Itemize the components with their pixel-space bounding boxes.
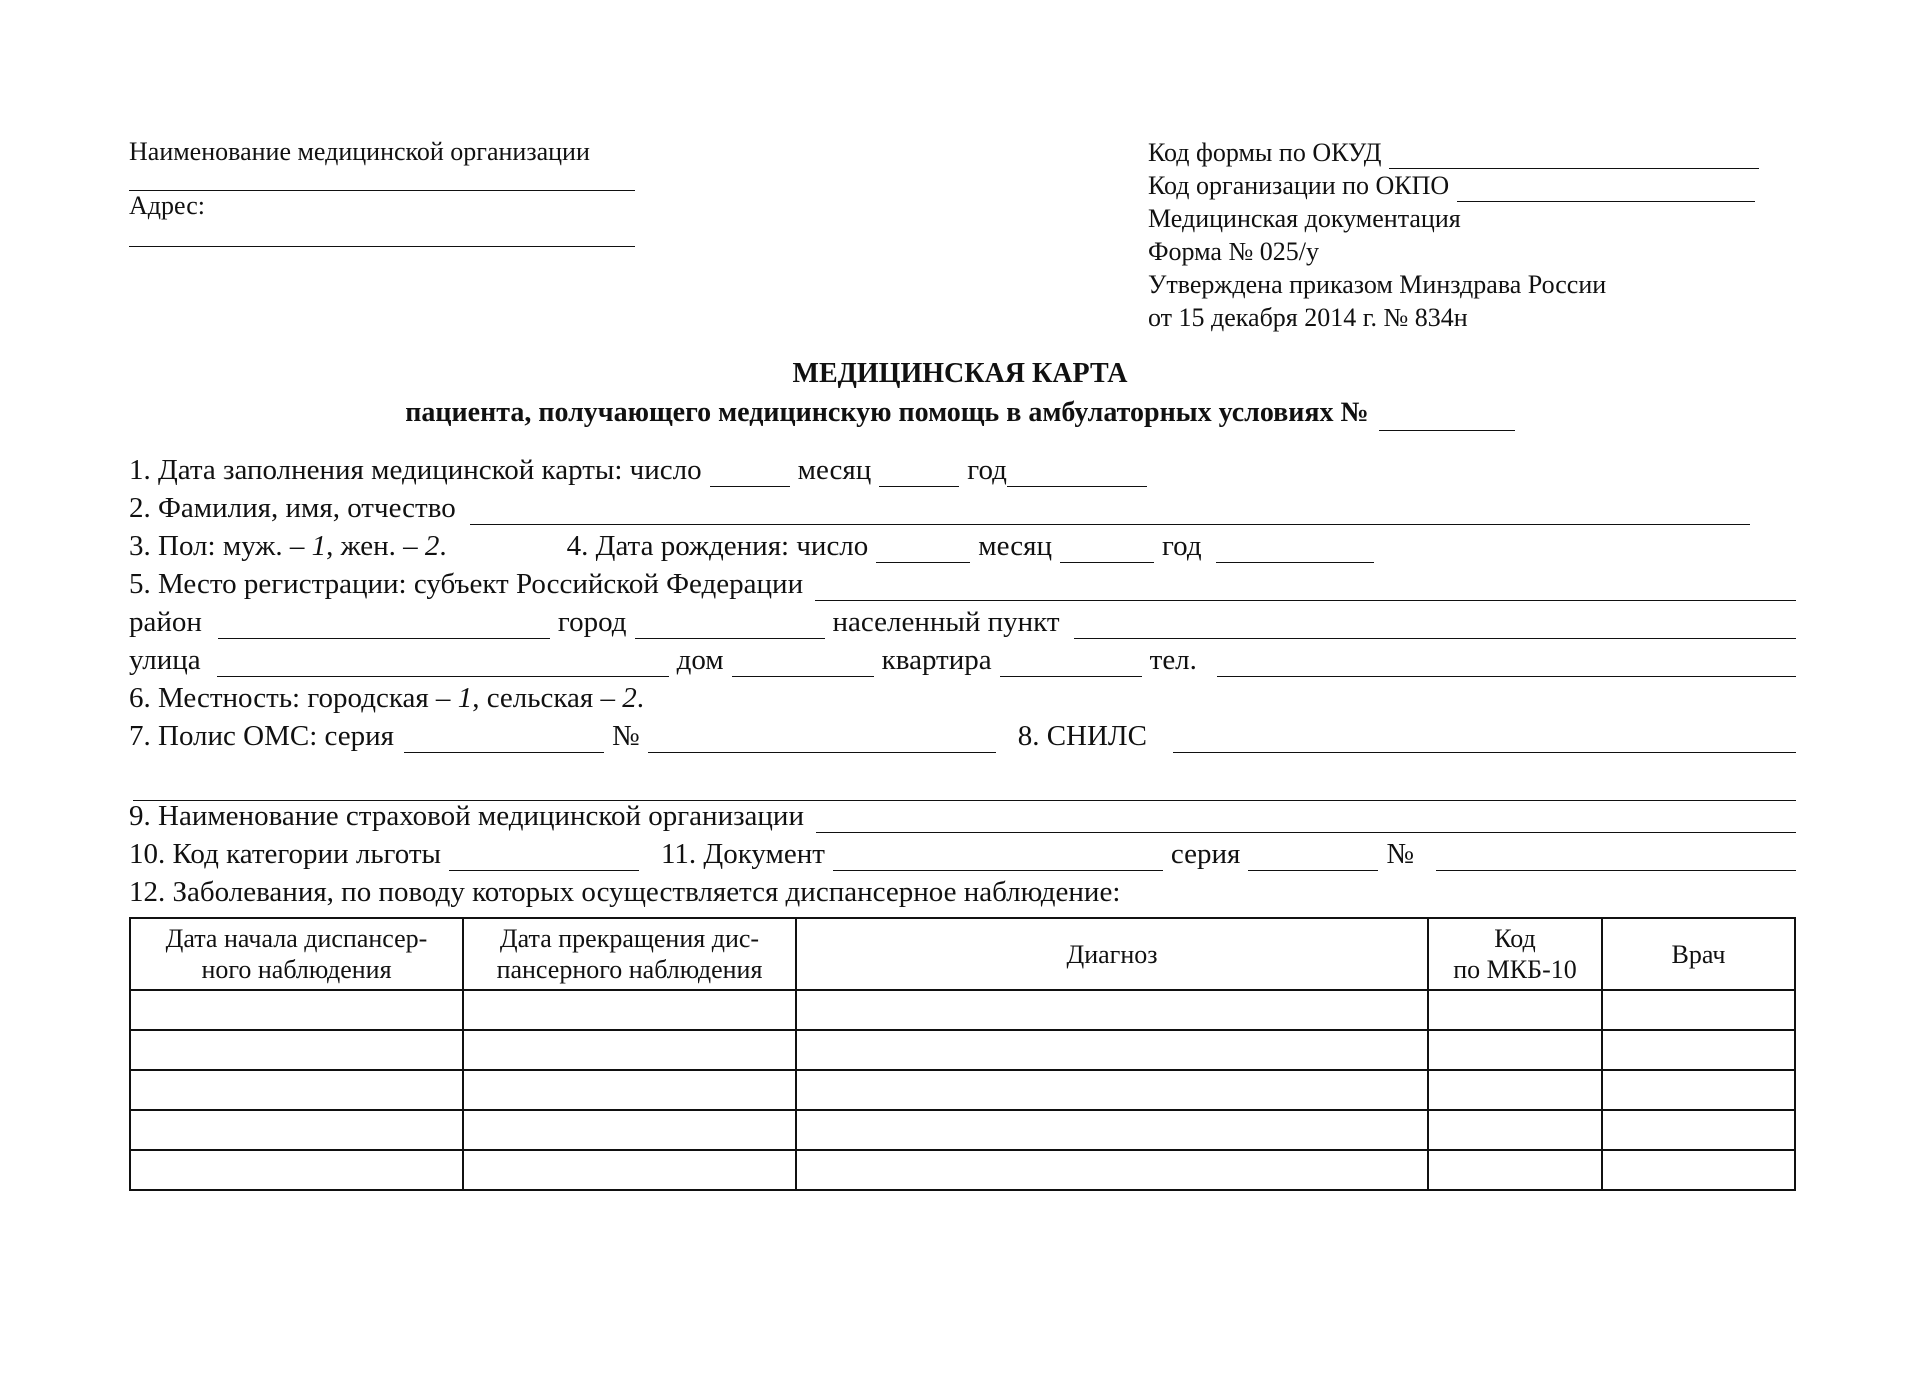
birth-month-label: месяц [978,530,1052,562]
card-number-field[interactable] [1379,402,1515,431]
fill-date-label: 1. Дата заполнения медицинской карты: число [129,454,702,486]
cell-start-date[interactable] [130,1150,463,1190]
house-field[interactable] [732,647,874,677]
header-left [129,136,649,247]
table-row [130,1150,1795,1190]
cell-start-date[interactable] [130,1110,463,1150]
cell-diagnosis[interactable] [796,1030,1428,1070]
cell-diagnosis[interactable] [796,990,1428,1030]
okud-field[interactable] [1389,142,1759,169]
insurer-label: 9. Наименование страховой медицинской организации [129,800,804,832]
policy-label: 7. Полис ОМС: серия [129,720,395,752]
snils-field[interactable] [1173,723,1796,753]
cell-doctor[interactable] [1602,1110,1795,1150]
form-number: Форма № 025/у [1148,237,1319,266]
document-field[interactable] [833,841,1163,871]
cell-icd-code[interactable] [1428,1150,1602,1190]
cell-doctor[interactable] [1602,1150,1795,1190]
snils-label: 8. СНИЛС [1017,720,1147,752]
cell-start-date[interactable] [130,1030,463,1070]
okpo-field[interactable] [1457,175,1755,202]
table-row [130,1030,1795,1070]
cell-doctor[interactable] [1602,1030,1795,1070]
district-label: район [129,606,202,638]
sex-end: . [439,530,447,562]
region-field[interactable] [815,571,1796,601]
cell-diagnosis[interactable] [796,1150,1428,1190]
okud-row [1148,136,1788,169]
locality-rural-text: , сельская – [472,682,615,714]
doc-type: Медицинская документация [1148,204,1461,233]
header-right [1148,136,1788,334]
cell-start-date[interactable] [130,1070,463,1110]
locality-end: . [636,682,644,714]
settlement-label: населенный пункт [832,606,1060,638]
birth-year-label: год [1161,530,1202,562]
street-field[interactable] [217,647,669,677]
cell-icd-code[interactable] [1428,1030,1602,1070]
birth-date-label: 4. Дата рождения: число [566,530,869,562]
fill-day-field[interactable] [710,457,790,487]
birth-day-field[interactable] [876,533,970,563]
locality-urban-code: 1 [457,682,473,714]
form-fields [129,453,1796,913]
sex-label-text: 3. Пол: муж. – [129,530,305,562]
locality-label-text: 6. Местность: городская – [129,682,451,714]
approved-line-1: Утверждена приказом Минздрава России [1148,270,1607,299]
approved-line-2: от 15 декабря 2014 г. № 834н [1148,303,1468,332]
document-number-field[interactable] [1436,841,1796,871]
document-number-sign: № [1386,838,1415,870]
table-row [130,1070,1795,1110]
org-name-label: Наименование медицинской организации [129,137,590,166]
cell-diagnosis[interactable] [796,1070,1428,1110]
phone-field[interactable] [1217,647,1796,677]
fill-month-field[interactable] [879,457,959,487]
insurer-field[interactable] [816,803,1796,833]
benefit-code-label: 10. Код категории льготы [129,838,441,870]
field-3-4-row [129,529,1796,567]
col-end-date: Дата прекращения дис- пансерного наблюдения [463,918,796,990]
table-body [130,990,1795,1190]
locality-rural-code: 2 [622,682,637,714]
cell-icd-code[interactable] [1428,990,1602,1030]
apartment-label: квартира [881,644,992,676]
apartment-field[interactable] [1000,647,1142,677]
okud-label: Код формы по ОКУД [1148,138,1382,167]
continuation-row [129,757,1796,805]
street-label: улица [129,644,201,676]
field-1-row [129,453,1796,491]
form-title: МЕДИЦИНСКАЯ КАРТА [792,358,1128,389]
document-series-label: серия [1170,838,1241,870]
fill-year-field[interactable] [1007,457,1147,487]
table-header-row [130,918,1795,990]
policy-number-sign: № [612,720,640,752]
table-row [130,990,1795,1030]
sex-label [129,530,447,567]
cell-end-date[interactable] [463,990,796,1030]
city-field[interactable] [635,609,825,639]
city-label: город [557,606,627,638]
col-icd-code: Код по МКБ-10 [1428,918,1602,990]
cell-icd-code[interactable] [1428,1070,1602,1110]
cell-end-date[interactable] [463,1070,796,1110]
phone-label: тел. [1149,644,1197,676]
field-12-row [129,875,1796,913]
sex-male-code: 1 [311,530,327,562]
cell-end-date[interactable] [463,1150,796,1190]
col-doctor: Врач [1602,918,1795,990]
field-2-row [129,491,1796,529]
field-5-row [129,567,1796,605]
field-7-8-row [129,719,1796,757]
cell-start-date[interactable] [130,990,463,1030]
field-10-11-row [129,837,1796,875]
registration-label: 5. Место регистрации: субъект Российской Федерации [129,568,804,600]
cell-icd-code[interactable] [1428,1110,1602,1150]
sex-female-code: 2 [424,530,440,562]
form-subtitle-text: пациента, получающего медицинскую помощь в амбулаторных условиях № [405,397,1369,428]
continuation-line[interactable] [133,771,1796,801]
dispensary-table [129,917,1796,1191]
full-name-label: 2. Фамилия, имя, отчество [129,492,456,524]
cell-diagnosis[interactable] [796,1110,1428,1150]
address-label: Адрес: [129,191,205,220]
benefit-code-field[interactable] [449,841,639,871]
full-name-field[interactable] [470,495,1750,525]
dispensary-label: 12. Заболевания, по поводу которых осуществляется диспансерное наблюдение: [129,876,1121,908]
birth-month-field[interactable] [1060,533,1154,563]
form-subtitle [0,395,1920,431]
col-start-date: Дата начала диспансер- ного наблюдения [130,918,463,990]
address-row-2 [129,643,1796,681]
address-row-1 [129,605,1796,643]
cell-doctor[interactable] [1602,1070,1795,1110]
cell-doctor[interactable] [1602,990,1795,1030]
col-diagnosis: Диагноз [796,918,1428,990]
cell-end-date[interactable] [463,1110,796,1150]
document-label: 11. Документ [661,838,825,870]
field-6-row [129,681,1796,719]
sex-female-text: , жен. – [326,530,418,562]
document-series-field[interactable] [1248,841,1378,871]
table-row [130,1110,1795,1150]
okpo-row [1148,169,1788,202]
policy-number-field[interactable] [648,723,996,753]
settlement-field[interactable] [1074,609,1796,639]
birth-year-field[interactable] [1216,533,1374,563]
house-label: дом [676,644,724,676]
fill-month-label: месяц [797,454,872,486]
fill-year-label: год [967,454,1007,486]
field-9-row [129,800,1796,837]
policy-series-field[interactable] [404,723,604,753]
okpo-label: Код организации по ОКПО [1148,171,1450,200]
locality-label [129,682,644,719]
district-field[interactable] [218,609,550,639]
cell-end-date[interactable] [463,1030,796,1070]
